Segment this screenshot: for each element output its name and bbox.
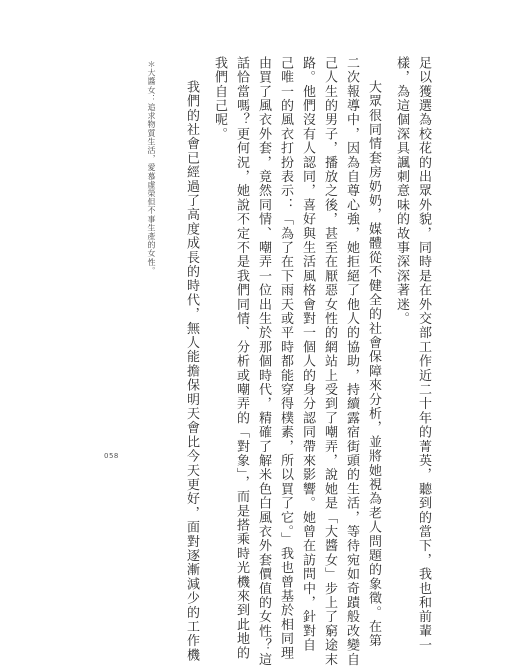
text-column-10: 我們自己呢。 xyxy=(212,56,227,142)
page-number: 058 xyxy=(104,452,119,460)
text-column-3: 大眾很同情套房奶奶，媒體從不健全的社會保障來分析，並將她視為老人問題的象徵。在第 xyxy=(366,80,381,648)
text-column-7: 己唯一的風衣打扮表示：「為了在下雨天或平時都能穿得樸素，所以買了它。」我也曾基於相同理 xyxy=(278,56,293,661)
text-column-8: 由買了風衣外套，竟然同情、嘲弄一位出生於那個時代，精確了解米色白風衣外套價值的女性？這 xyxy=(256,56,271,667)
footnote-caption: ＊大醬女：追求物質生活，愛慕虛榮但不事生產的女性。 xyxy=(147,60,156,275)
text-column-4: 二次報導中，因為自尊心強，她拒絕了他人的協助，持續露宿街頭的生活，等待宛如奇蹟般改變自 xyxy=(344,56,359,667)
text-column-2: 樣，為這個深具諷刺意味的故事深深著迷。 xyxy=(394,56,409,326)
text-column-1: 足以獲選為校花的出眾外貌，同時是在外交部工作近二十年的菁英，聽到的當下，我也和前輩一 xyxy=(416,56,431,653)
text-column-11: 我們的社會已經過了高度成長的時代，無人能擔保明天會比今天更好，面對逐漸減少的工作機 xyxy=(184,80,199,663)
text-column-9: 話恰當嗎？更何況，她說不定不是我們同情、分析或嘲弄的「對象」，而是搭乘時光機來到此地的 xyxy=(234,56,249,661)
text-column-5: 己人生的男子，播放之後，甚至在厭惡女性的網站上受到了嘲弄，說她是「大醬女」步上了窮途末 xyxy=(322,56,337,667)
text-column-6: 路。他們沒有人認同，喜好與生活風格會對一個人的身分認同帶來影響。她曾在訪問中，針對自 xyxy=(300,56,315,653)
